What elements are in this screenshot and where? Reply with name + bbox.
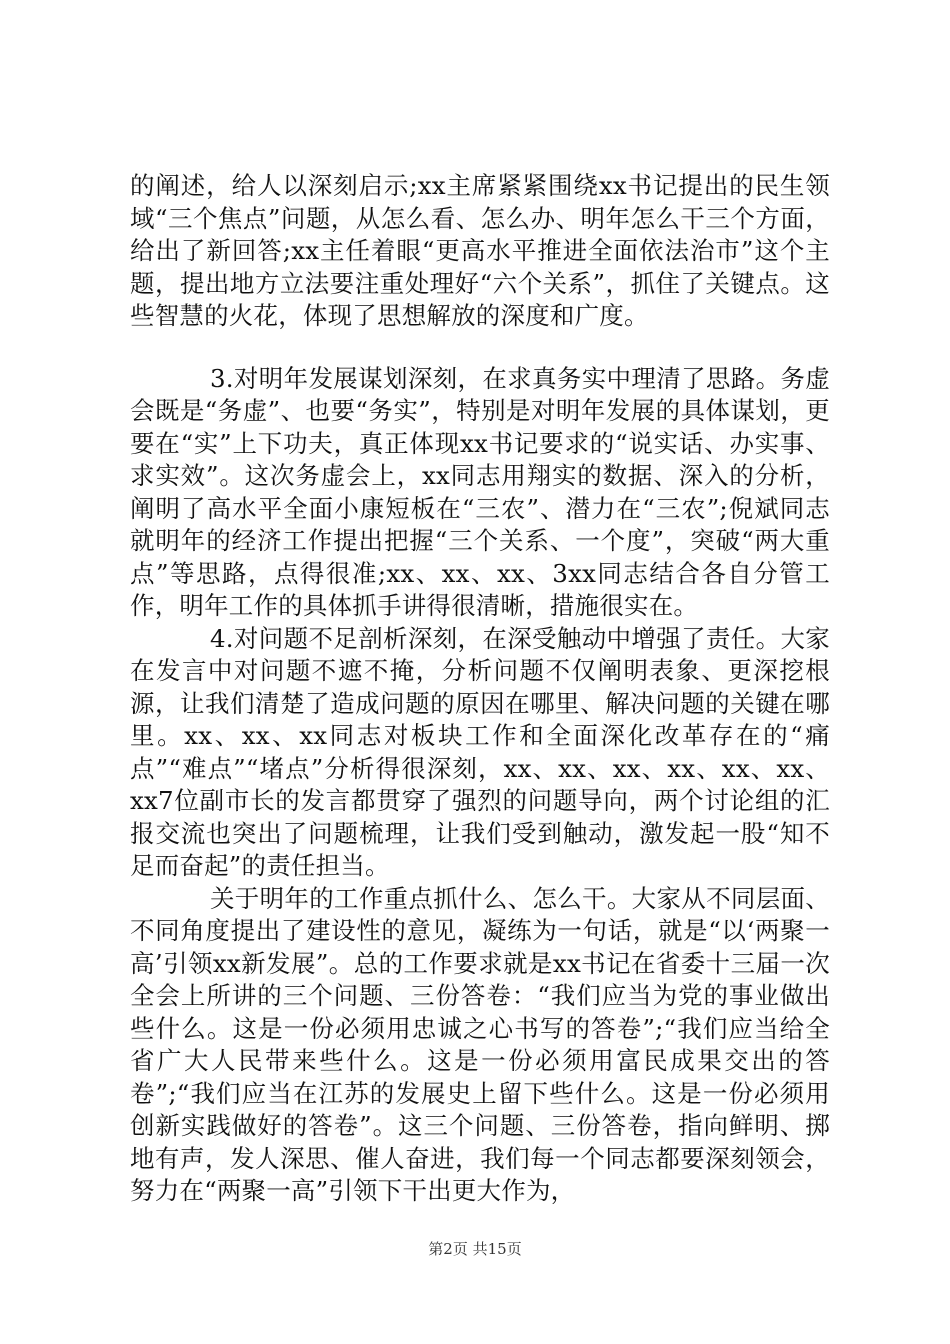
paragraph-section-3: 3.对明年发展谋划深刻，在求真务实中理清了思路。务虚会既是“务虚”、也要“务实”，特别是对明年发展的具体谋划，更要在“实”上下功夫，真正体现xx书记要求的“说实话、办实事、求实效”。这次务虚会上，xx同志用翔实的数据、深入的分析，阐明了高水平全面小康短板在“三农”、潜力在“三农”;倪斌同志就明年的经济工作提出把握“三个关系、一个度”，突破“两大重点”等思路，点得很准;xx、xx、xx、3xx同志结合各自分管工作，明年工作的具体抓手讲得很清晰，措施很实在。 [130, 363, 830, 620]
page-number-footer: 第2页 共15页 [428, 1240, 522, 1258]
document-body [130, 170, 830, 1208]
paragraph-continuation: 的阐述，给人以深刻启示;xx主席紧紧围绕xx书记提出的民生领域“三个焦点”问题，从怎么看、怎么办、明年怎么干三个方面，给出了新回答;xx主任着眼“更高水平推进全面依法治市”这个主题，提出地方立法要注重处理好“六个关系”，抓住了关键点。这些智慧的火花，体现了思想解放的深度和广度。 [130, 171, 830, 330]
paragraph-work-focus: 关于明年的工作重点抓什么、怎么干。大家从不同层面、不同角度提出了建设性的意见，凝练为一句话，就是“以‘两聚一高’引领xx新发展”。总的工作要求就是xx书记在省委十三届一次全会上所讲的三个问题、三份答卷：“我们应当为党的事业做出些什么。这是一份必须用忠诚之心书写的答卷”;“我们应当给全省广大人民带来些什么。这是一份必须用富民成果交出的答卷”;“我们应当在江苏的发展史上留下些什么。这是一份必须用创新实践做好的答卷”。这三个问题、三份答卷，指向鲜明、掷地有声，发人深思、催人奋进，我们每一个同志都要深刻领会，努力在“两聚一高”引领下干出更大作为， [130, 883, 830, 1205]
paragraph-section-4: 4.对问题不足剖析深刻，在深受触动中增强了责任。大家在发言中对问题不遮不掩，分析问题不仅阐明表象、更深挖根源，让我们清楚了造成问题的原因在哪里、解决问题的关键在哪里。xx、xx、xx同志对板块工作和全面深化改革存在的“痛点”“难点”“堵点”分析得很深刻，xx、xx、xx、xx、xx、xx、xx7位副市长的发言都贯穿了强烈的问题导向，两个讨论组的汇报交流也突出了问题梳理，让我们受到触动，激发起一股“知不足而奋起”的责任担当。 [130, 623, 830, 880]
